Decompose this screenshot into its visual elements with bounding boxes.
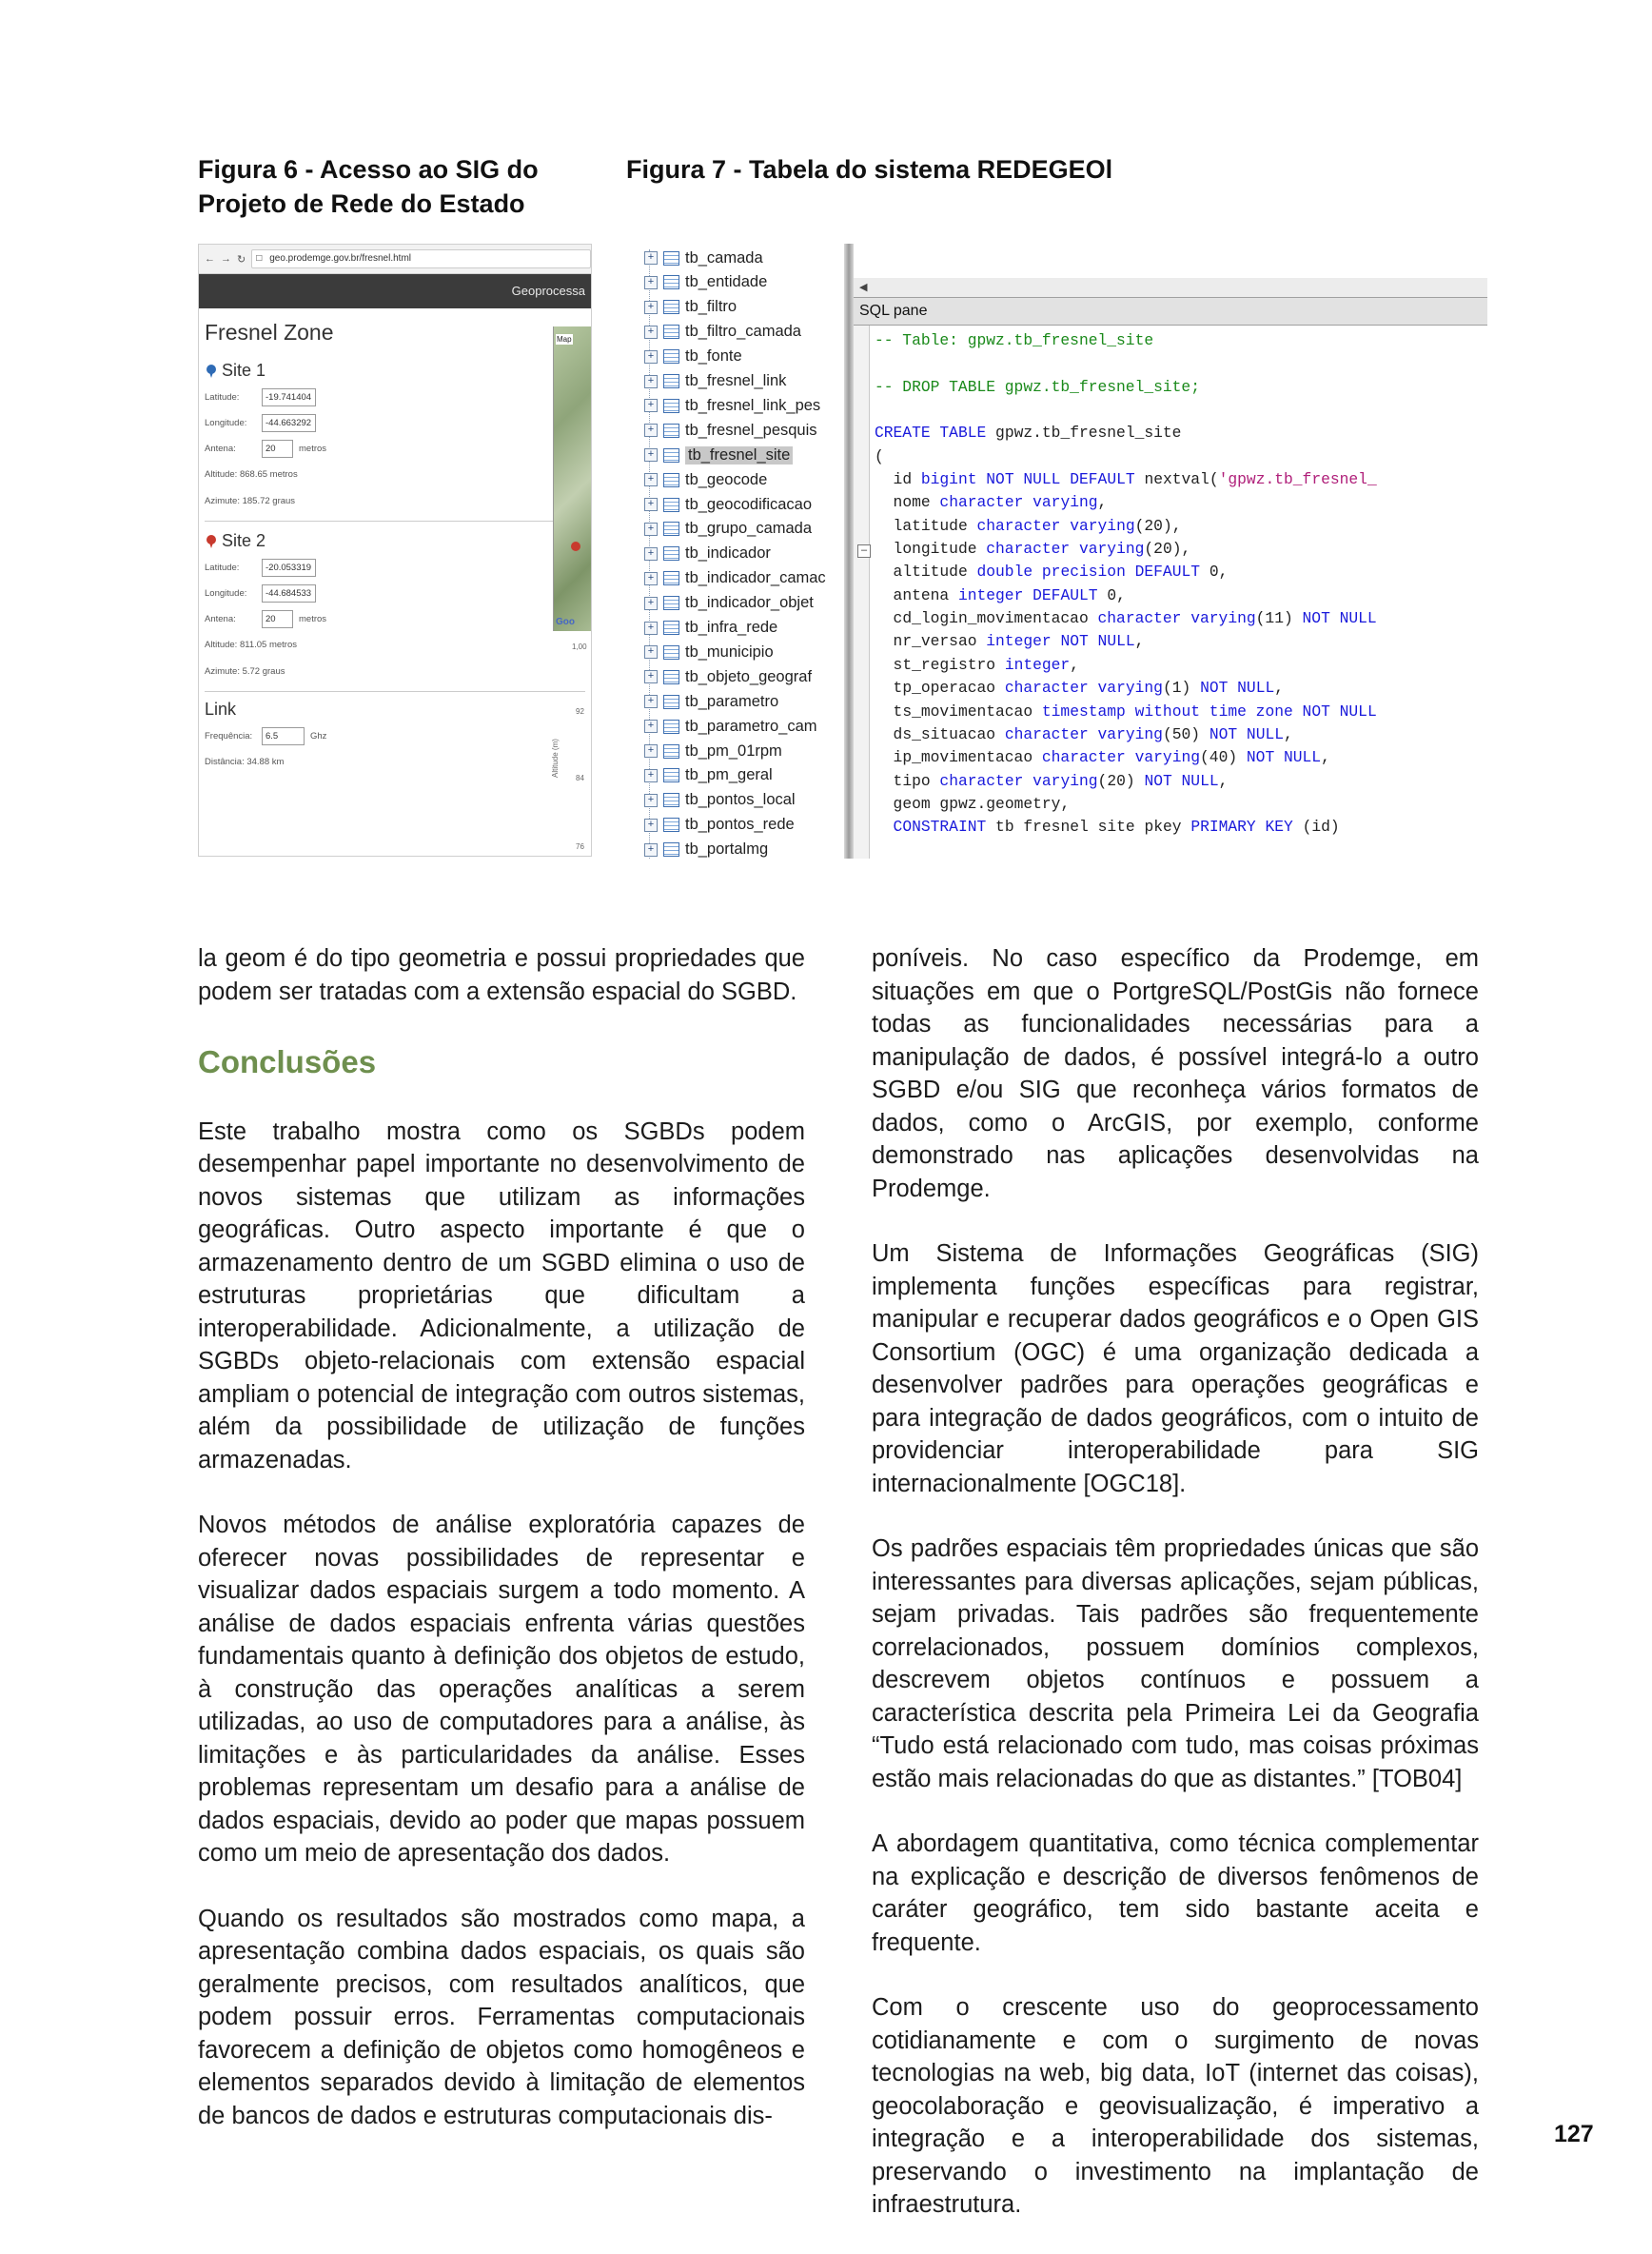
tree-item-label: tb_fonte bbox=[685, 347, 742, 366]
table-icon bbox=[663, 374, 679, 388]
pane-splitter[interactable] bbox=[844, 244, 854, 859]
expand-icon[interactable]: + bbox=[644, 744, 658, 758]
table-icon bbox=[663, 621, 679, 635]
table-icon bbox=[663, 571, 679, 585]
sql-line: cd_login_movimentacao character varying(11) NOT NULL bbox=[893, 609, 1377, 628]
chart-axis-label: Altitude (m) bbox=[551, 739, 560, 778]
link-title: Link bbox=[205, 700, 237, 719]
expand-icon[interactable]: + bbox=[644, 301, 658, 314]
editor-pane bbox=[854, 244, 1487, 859]
collapse-toggle-icon[interactable]: – bbox=[857, 544, 871, 558]
sql-line: ip_movimentacao character varying(40) NOT NULL, bbox=[893, 748, 1330, 767]
chart-tick: 1,00 bbox=[572, 643, 587, 651]
expand-icon[interactable]: + bbox=[644, 695, 658, 708]
expand-icon[interactable]: + bbox=[644, 523, 658, 536]
sql-line: ts_movimentacao timestamp without time zone NOT NULL bbox=[893, 702, 1377, 721]
table-icon bbox=[663, 793, 679, 807]
table-icon bbox=[663, 842, 679, 857]
expand-icon[interactable]: + bbox=[644, 399, 658, 412]
tree-item[interactable] bbox=[644, 716, 817, 737]
expand-icon[interactable]: + bbox=[644, 350, 658, 364]
sql-code[interactable] bbox=[875, 329, 1377, 840]
link-frequencia-unit: Ghz bbox=[310, 731, 327, 741]
blue-marker-icon bbox=[206, 365, 216, 378]
tree-item[interactable] bbox=[644, 395, 820, 416]
reload-icon[interactable]: ↻ bbox=[237, 253, 246, 266]
forward-arrow-icon[interactable]: → bbox=[221, 253, 231, 265]
sql-line: nr_versao integer NOT NULL, bbox=[893, 632, 1145, 651]
tree-item[interactable] bbox=[644, 519, 812, 540]
back-arrow-icon[interactable]: ← bbox=[205, 253, 215, 265]
sql-line: -- Table: gpwz.tb_fresnel_site bbox=[875, 331, 1154, 349]
right-column bbox=[872, 942, 1479, 2254]
table-icon bbox=[663, 399, 679, 413]
tree-item-label: tb_pontos_local bbox=[685, 791, 796, 809]
scroll-left-icon[interactable]: ◀ bbox=[859, 282, 868, 293]
link-frequencia-label: Frequência: bbox=[205, 731, 253, 741]
paragraph: Um Sistema de Informações Geográficas (SIG) implementa funções específicas para registrar, manipular e recuperar dados geográficos e o Open GIS Consortium (OGC) é uma organização dedicada a desenvolver padrões para operações geográficas e para integração de dados geográficos, com o intuito de providenciar interoperabilidade para SIG internacionalmente [OGC18]. bbox=[872, 1240, 1479, 1497]
expand-icon[interactable]: + bbox=[644, 276, 658, 289]
tree-item[interactable] bbox=[644, 765, 773, 786]
expand-icon[interactable]: + bbox=[644, 326, 658, 339]
page-icon: □ bbox=[256, 253, 263, 264]
site1-antena-unit: metros bbox=[299, 444, 327, 454]
site1-azimute: Azimute: 185.72 graus bbox=[205, 496, 296, 506]
site2-antena-input[interactable]: 20 bbox=[262, 610, 293, 628]
expand-icon[interactable]: + bbox=[644, 794, 658, 807]
chart-tick: 84 bbox=[576, 774, 584, 782]
chart-tick: 92 bbox=[576, 707, 584, 716]
table-icon bbox=[663, 448, 679, 463]
expand-icon[interactable]: + bbox=[644, 819, 658, 832]
table-icon bbox=[663, 645, 679, 660]
tree-item-label: tb_parametro_cam bbox=[685, 717, 817, 735]
figure6-caption-line2: Projeto de Rede do Estado bbox=[198, 189, 525, 218]
expand-icon[interactable]: + bbox=[644, 251, 658, 265]
tree-item[interactable] bbox=[644, 420, 817, 441]
tree-item-label: tb_parametro bbox=[685, 692, 779, 710]
sql-line: id bigint NOT NULL DEFAULT nextval('gpwz.tb_fresnel_ bbox=[893, 470, 1377, 489]
site2-antena-unit: metros bbox=[299, 614, 327, 624]
sql-line: tp_operacao character varying(1) NOT NULL, bbox=[893, 679, 1285, 698]
figure6-browser-screenshot bbox=[198, 244, 592, 857]
table-icon bbox=[663, 349, 679, 364]
fresnel-zone-title: Fresnel Zone bbox=[205, 320, 334, 345]
tree-item-label: tb_indicador_camac bbox=[685, 569, 826, 587]
expand-icon[interactable]: + bbox=[644, 448, 658, 462]
table-icon bbox=[663, 300, 679, 314]
tree-item-label: tb_infra_rede bbox=[685, 619, 778, 636]
tree-item[interactable] bbox=[644, 469, 767, 490]
table-icon bbox=[663, 818, 679, 832]
paragraph: A abordagem quantitativa, como técnica complementar na explicação e descrição de diversos fenômenos de caráter geográfico, tem sido bastante aceita e frequente. bbox=[872, 1830, 1479, 1956]
site1-latitude-input[interactable]: -19.741404 bbox=[262, 388, 316, 406]
map-type-label[interactable]: Map bbox=[557, 335, 572, 344]
sql-line: antena integer DEFAULT 0, bbox=[893, 585, 1126, 604]
tree-item[interactable] bbox=[644, 568, 826, 589]
table-icon bbox=[663, 546, 679, 561]
expand-icon[interactable]: + bbox=[644, 547, 658, 561]
site2-longitude-label: Longitude: bbox=[205, 588, 247, 599]
sql-line: altitude double precision DEFAULT 0, bbox=[893, 563, 1229, 582]
sql-pane-title: SQL pane bbox=[854, 298, 1487, 326]
tree-item[interactable] bbox=[644, 322, 801, 343]
table-icon bbox=[663, 473, 679, 487]
tree-item-label: tb_geocode bbox=[685, 470, 768, 488]
site1-title: Site 1 bbox=[222, 361, 266, 380]
google-logo: Goo bbox=[556, 617, 575, 627]
tree-item-label: tb_filtro bbox=[685, 298, 738, 316]
tree-item-label: tb_indicador_objet bbox=[685, 594, 814, 612]
divider bbox=[205, 691, 585, 692]
table-icon bbox=[663, 596, 679, 610]
table-icon bbox=[663, 768, 679, 782]
table-icon bbox=[663, 720, 679, 734]
tree-item-label: tb_entidade bbox=[685, 273, 768, 291]
expand-icon[interactable]: + bbox=[644, 720, 658, 733]
tree-item-label: tb_filtro_camada bbox=[685, 323, 801, 341]
tree-item[interactable] bbox=[644, 666, 812, 687]
paragraph: Os padrões espaciais têm propriedades únicas que são interessantes para diversas aplicações, sejam públicas, sejam privadas. Tais padrões são frequentemente correlacionados, possuem domínios complexos, descrevem objetos contínuos e possuem a característica descrita pela Primeira Lei da Geografia “Tudo está relacionado com tudo, mas coisas próximas estão mais relacionadas do que as distantes.” [TOB04] bbox=[872, 1535, 1479, 1792]
map-view[interactable] bbox=[553, 326, 592, 631]
sql-line: ds_situacao character varying(50) NOT NULL, bbox=[893, 724, 1293, 743]
tree-item-label: tb_pm_geral bbox=[685, 766, 773, 784]
paragraph: Novos métodos de análise exploratória capazes de oferecer novas possibilidades de representar e visualizar dados espaciais surgem a todo momento. A análise de dados espaciais enfrenta várias questões fundamentais quanto à definição dos objetos de estudo, à construção das operações analíticas a serem utilizadas, ao uso de computadores para a análise, às limitações e às particularidades da análise. Esses problemas representam um desafio para a análise de dados espaciais, devido ao poder que mapas possuem como um meio de apresentação dos dados. bbox=[198, 1512, 805, 1867]
tree-item[interactable] bbox=[644, 297, 737, 318]
expand-icon[interactable]: + bbox=[644, 622, 658, 635]
tree-item-label: tb_pontos_rede bbox=[685, 816, 795, 834]
site2-title: Site 2 bbox=[222, 531, 266, 550]
table-icon bbox=[663, 522, 679, 536]
table-icon bbox=[663, 670, 679, 684]
sql-line: tipo character varying(20) NOT NULL, bbox=[893, 771, 1229, 790]
tree-item[interactable] bbox=[644, 815, 795, 836]
tree-item[interactable] bbox=[644, 618, 777, 639]
site2-latitude-label: Latitude: bbox=[205, 563, 240, 573]
table-tree bbox=[633, 244, 844, 859]
sql-line: ( bbox=[875, 446, 884, 465]
tree-item-label: tb_portalmg bbox=[685, 840, 769, 859]
paragraph: Com o crescente uso do geoprocessamento cotidianamente e com o surgimento de novas tecnologias na web, big data, IoT (internet das coisas), geocolaboração e geovisualização, é imperativo a integração e a interoperabilidade dos sistemas, preservando o investimento na implantação de infraestrutura. bbox=[872, 1994, 1479, 2218]
paragraph: poníveis. No caso específico da Prodemge, em situações em que o PortgreSQL/PostGis não fornece todas as funcionalidades necessárias para a manipulação de dados, é possível integrá-lo a outro SGBD e/ou SIG que reconheça vários formatos de dados, como o ArcGIS, por exemplo, conforme demonstrado nas aplicações desenvolvidas na Prodemge. bbox=[872, 945, 1479, 1202]
link-distancia: Distância: 34.88 km bbox=[205, 757, 285, 767]
site1-antena-input[interactable]: 20 bbox=[262, 440, 293, 458]
editor-gutter bbox=[854, 326, 870, 859]
left-column bbox=[198, 942, 805, 2165]
tree-item-label: tb_grupo_camada bbox=[685, 520, 813, 538]
tree-item[interactable] bbox=[644, 840, 768, 859]
table-icon bbox=[663, 695, 679, 709]
tree-item-label: tb_indicador bbox=[685, 544, 771, 563]
section-title-conclusoes: Conclusões bbox=[198, 1044, 377, 1079]
expand-icon[interactable]: + bbox=[644, 473, 658, 486]
address-bar[interactable] bbox=[251, 249, 591, 268]
site1-longitude-input[interactable]: -44.663292 bbox=[262, 414, 316, 432]
figure7-sql-tool-screenshot bbox=[633, 244, 1487, 859]
expand-icon[interactable]: + bbox=[644, 572, 658, 585]
tree-item-label: tb_objeto_geograf bbox=[685, 667, 813, 685]
tree-item[interactable] bbox=[644, 272, 767, 293]
sql-line: geom gpwz.geometry, bbox=[893, 794, 1071, 813]
site2-antena-label: Antena: bbox=[205, 614, 236, 624]
table-icon bbox=[663, 275, 679, 289]
sql-line bbox=[875, 352, 1377, 375]
sql-line: CONSTRAINT tb fresnel site pkey PRIMARY KEY (id) bbox=[893, 818, 1340, 837]
expand-icon[interactable]: + bbox=[644, 498, 658, 511]
site1-longitude-label: Longitude: bbox=[205, 418, 247, 428]
tree-item[interactable] bbox=[644, 642, 774, 662]
site2-latitude-input[interactable]: -20.053319 bbox=[262, 559, 316, 577]
map-marker-icon bbox=[571, 542, 580, 551]
sql-line: nome character varying, bbox=[893, 493, 1108, 512]
tree-item[interactable] bbox=[644, 494, 812, 515]
results-area bbox=[854, 244, 1487, 279]
tree-item-label: tb_fresnel_pesquis bbox=[685, 421, 817, 439]
table-icon bbox=[663, 251, 679, 266]
tree-item-label: tb_camada bbox=[685, 248, 763, 267]
tree-item-label: tb_fresnel_link_pes bbox=[685, 396, 821, 414]
browser-toolbar bbox=[199, 245, 591, 274]
horizontal-scrollbar[interactable] bbox=[854, 278, 1487, 298]
tree-item-label: tb_geocodificacao bbox=[685, 495, 813, 513]
site2-longitude-input[interactable]: -44.684533 bbox=[262, 584, 316, 603]
paragraph: Quando os resultados são mostrados como mapa, a apresentação combina dados espaciais, os quais são geralmente precisos, com resultados analíticos, que podem possuir erros. Ferramentas computacionais favorecem a definição de objetos como homogêneos e elementos separados devido à limitação de elementos de bancos de dados e estruturas computacionais dis- bbox=[198, 1905, 805, 2129]
sql-line bbox=[875, 399, 1377, 422]
tree-item-label: tb_fresnel_site bbox=[685, 446, 793, 465]
tree-item[interactable] bbox=[644, 445, 793, 465]
expand-icon[interactable]: + bbox=[644, 670, 658, 683]
tree-item-label: tb_fresnel_link bbox=[685, 372, 787, 389]
expand-icon[interactable]: + bbox=[644, 769, 658, 782]
figure6-caption-line1: Figura 6 - Acesso ao SIG do bbox=[198, 155, 539, 184]
divider bbox=[205, 521, 585, 522]
expand-icon[interactable]: + bbox=[644, 645, 658, 659]
expand-icon[interactable]: + bbox=[644, 375, 658, 388]
site2-altitude: Altitude: 811.05 metros bbox=[205, 640, 297, 650]
tree-item[interactable] bbox=[644, 544, 771, 564]
sql-line: longitude character varying(20), bbox=[893, 540, 1191, 559]
sql-line: -- DROP TABLE gpwz.tb_fresnel_site; bbox=[875, 377, 1200, 396]
figure7-caption: Figura 7 - Tabela do sistema REDEGEOl bbox=[626, 155, 1113, 184]
expand-icon[interactable]: + bbox=[644, 424, 658, 437]
paragraph: Este trabalho mostra como os SGBDs podem desempenhar papel importante no desenvolvimento de novos sistemas que utilizam as informações geográficas. Outro aspecto importante é que o armazenamento dentro de um SGBD elimina o uso de estruturas proprietárias que dificultam a interoperabilidade. Adicionalmente, a utilização de SGBDs objeto-relacionais com extensão espacial ampliam o potencial de integração com outros sistemas, além da possibilidade de utilização de funções armazenadas. bbox=[198, 1117, 805, 1473]
table-icon bbox=[663, 498, 679, 512]
paragraph: la geom é do tipo geometria e possui propriedades que podem ser tratadas com a extensão espacial do SGBD. bbox=[198, 945, 805, 1005]
table-icon bbox=[663, 744, 679, 759]
table-icon bbox=[663, 325, 679, 339]
tree-item[interactable] bbox=[644, 790, 796, 811]
link-frequencia-input[interactable]: 6.5 bbox=[262, 727, 305, 745]
link-panel bbox=[199, 700, 591, 776]
site1-panel bbox=[199, 361, 591, 515]
tree-item[interactable] bbox=[644, 371, 786, 392]
sql-line: CREATE TABLE gpwz.tb_fresnel_site bbox=[875, 424, 1182, 443]
tree-item[interactable] bbox=[644, 247, 763, 268]
tree-item-label: tb_pm_01rpm bbox=[685, 741, 782, 760]
sql-line: latitude character varying(20), bbox=[893, 516, 1182, 535]
site1-antena-label: Antena: bbox=[205, 444, 236, 454]
site1-altitude: Altitude: 868.65 metros bbox=[205, 469, 298, 480]
figure6-caption bbox=[198, 152, 539, 221]
red-marker-icon bbox=[206, 535, 216, 548]
expand-icon[interactable]: + bbox=[644, 843, 658, 857]
sql-line: st_registro integer, bbox=[893, 655, 1079, 674]
site2-panel bbox=[199, 531, 591, 685]
table-icon bbox=[663, 424, 679, 438]
site2-azimute: Azimute: 5.72 graus bbox=[205, 666, 285, 677]
tree-item-label: tb_municipio bbox=[685, 643, 774, 661]
app-header: Geoprocessa bbox=[199, 274, 591, 308]
tree-item[interactable] bbox=[644, 691, 778, 712]
url-text: geo.prodemge.gov.br/fresnel.html bbox=[269, 253, 412, 264]
expand-icon[interactable]: + bbox=[644, 597, 658, 610]
tree-item[interactable] bbox=[644, 741, 782, 761]
site1-latitude-label: Latitude: bbox=[205, 392, 240, 403]
page-number: 127 bbox=[1554, 2121, 1594, 2147]
tree-item[interactable] bbox=[644, 346, 742, 367]
tree-item[interactable] bbox=[644, 593, 814, 614]
chart-tick: 76 bbox=[576, 842, 584, 851]
